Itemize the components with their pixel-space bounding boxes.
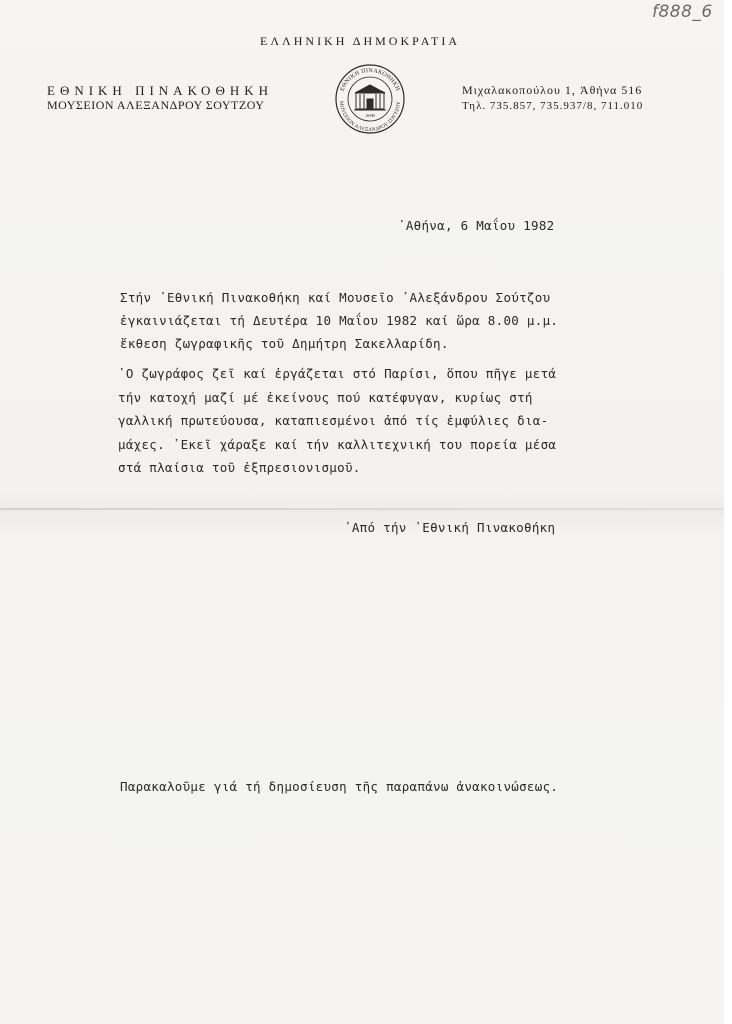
gallery-name: ΕΘΝΙΚΗ ΠΙΝΑΚΟΘΗΚΗ <box>47 83 274 98</box>
paragraph-line: Στήν ᾽Εθνική Πινακοθήκη καί Μουσεῖο ᾽Αλεξάνδρου Σούτζου <box>120 290 551 305</box>
museum-seal-icon <box>333 63 407 135</box>
phone-line: Τηλ. 735.857, 735.937/8, 711.010 <box>462 100 644 112</box>
signature-line: ᾽Από τήν ᾽Εθνική Πινακοθήκη <box>344 520 556 535</box>
paragraph-line: τήν κατοχή μαζί μέ ἐκείνους πού κατέφυγαν, κυρίως στή <box>118 389 533 405</box>
seal-bottom-text: ΜΟΥΣΕΙΟΝ ΑΛΕΞΑΝΔΡΟΥ ΣΟΥΤΖΟΥ <box>337 100 403 134</box>
paragraph-artist-bio <box>118 362 556 480</box>
seal-inner-text: ΑΘΗ <box>365 113 375 118</box>
paragraph-line: ἐγκαινιάζεται τή Δευτέρα 10 Μαΐου 1982 καί ὥρα 8.00 μ.μ. <box>120 313 559 328</box>
museum-name: ΜΟΥΣΕΙΟΝ ΑΛΕΞΑΝΔΡΟΥ ΣΟΥΤΖΟΥ <box>47 98 265 112</box>
paragraph-line: γαλλική πρωτεύουσα, καταπιεσμένοι ἀπό τίς ἐμφύλιες δια- <box>118 413 549 428</box>
republic-heading: ΕΛΛΗΝΙΚΗ ΔΗΜΟΚΡΑΤΙΑ <box>260 34 461 48</box>
paragraph-line: ῾Ο ζωγράφος ζεῖ καί ἐργάζεται στό Παρίσι, ὅπου πῆγε μετά <box>118 366 557 381</box>
seal-building-icon <box>354 85 386 110</box>
paragraph-line: ἔκθεση ζωγραφικῆς τοῦ Δημήτρη Σακελλαρίδη. <box>120 336 449 351</box>
handwritten-reference-note: f888_6 <box>652 2 713 22</box>
letter-date: ᾽Αθήνα, 6 Μαΐου 1982 <box>398 218 555 233</box>
seal-top-text: ΕΘΝΙΚΗ ΠΙΝΑΚΟΘΗΚΗ <box>339 67 401 93</box>
paragraph-line: στά πλαίσια τοῦ ἐξπρεσιονισμοῦ. <box>118 460 361 475</box>
publication-request: Παρακαλοῦμε γιά τή δημοσίευση τῆς παραπάνω ἀνακοινώσεως. <box>120 779 559 794</box>
address-line: Μιχαλακοπούλου 1, Ἀθήνα 516 <box>462 83 643 97</box>
paragraph-announcement <box>120 286 558 355</box>
paragraph-line: μάχες. ᾽Εκεῖ χάραξε καί τήν καλλιτεχνική του πορεία μέσα <box>118 436 557 452</box>
scan-edge <box>724 0 732 1024</box>
paper-fold <box>0 508 724 510</box>
